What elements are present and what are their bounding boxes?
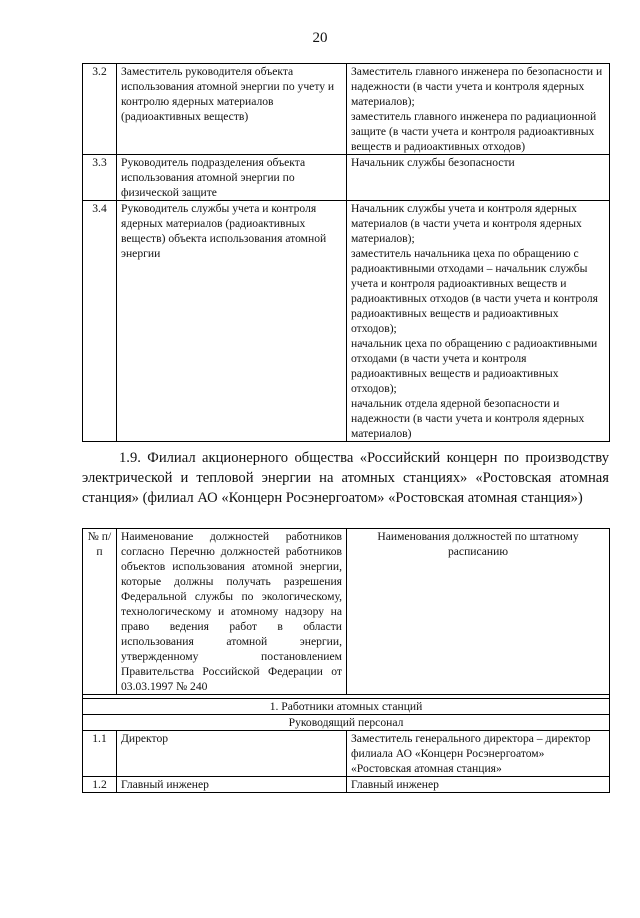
section-heading: 1.9. Филиал акционерного общества «Российский концерн по производству электрической и тепловой энергии на атомных станциях» «Ростовская атомная станция» (филиал АО «Концерн Росэнергоатом» «Ростовская атомная станция») — [82, 450, 609, 506]
header-number: № п/п — [83, 529, 117, 695]
subgroup-row — [83, 715, 610, 731]
staff-positions — [347, 64, 610, 155]
row-number: 3.3 — [83, 155, 117, 201]
subgroup-title: Руководящий персонал — [83, 715, 610, 731]
row-number: 3.2 — [83, 64, 117, 155]
staff-position: заместитель главного инженера по радиационной защите (в части учета и контроля радиоактивных веществ и радиоактивных отходов) — [351, 110, 597, 153]
staff-position: Заместитель генерального директора – директор филиала АО «Концерн Росэнергоатом» «Ростовская атомная станция» — [347, 731, 610, 777]
staff-position: начальник цеха по обращению с радиоактивными отходами (в части учета и контроля радиоактивных веществ и радиоактивных отходов); — [351, 337, 598, 395]
position-name: Заместитель руководителя объекта использования атомной энергии по учету и контролю ядерных материалов (радиоактивных веществ) — [117, 64, 347, 155]
staff-position: Начальник службы учета и контроля ядерных материалов (в части учета и контроля ядерных материалов); — [351, 202, 582, 245]
position-name: Руководитель службы учета и контроля ядерных материалов (радиоактивных веществ) объекта использования атомной энергии — [117, 201, 347, 442]
table-row — [83, 64, 610, 155]
staff-position: Начальник службы безопасности — [347, 155, 610, 201]
group-row — [83, 699, 610, 715]
position-name: Руководитель подразделения объекта использования атомной энергии по физической защите — [117, 155, 347, 201]
group-title: 1. Работники атомных станций — [83, 699, 610, 715]
table-row — [83, 155, 610, 201]
positions-table — [82, 528, 610, 793]
table-row — [83, 201, 610, 442]
table-row — [83, 777, 610, 793]
position-name: Главный инженер — [117, 777, 347, 793]
row-number: 1.2 — [83, 777, 117, 793]
positions-table-continued — [82, 63, 610, 442]
staff-position: Заместитель главного инженера по безопасности и надежности (в части учета и контроля ядерных материалов); — [351, 65, 603, 108]
row-number: 3.4 — [83, 201, 117, 442]
page-number: 20 — [312, 30, 328, 46]
header-staff-position: Наименования должностей по штатному расписанию — [347, 529, 610, 695]
header-position-name: Наименование должностей работников согласно Перечню должностей работников объектов использования атомной энергии, которые должны получать разрешения Федеральной службы по экологическому, технологическому и атомному надзору на право ведения работ в области использования атомной энергии, утвержденному постановлением Правительства Российской Федерации от 03.03.1997 № 240 — [117, 529, 347, 695]
staff-position: Главный инженер — [347, 777, 610, 793]
table-row — [83, 731, 610, 777]
row-number: 1.1 — [83, 731, 117, 777]
table-header-row — [83, 529, 610, 695]
position-name: Директор — [117, 731, 347, 777]
staff-positions — [347, 201, 610, 442]
staff-position: заместитель начальника цеха по обращению с радиоактивными отходами – начальник службы учета и контроля радиоактивных веществ и радиоактивных отходов (в части учета и контроля радиоактивных веществ и радиоактивных отходов); — [351, 247, 598, 335]
staff-position: начальник отдела ядерной безопасности и надежности (в части учета и контроля ядерных материалов) — [351, 397, 585, 440]
